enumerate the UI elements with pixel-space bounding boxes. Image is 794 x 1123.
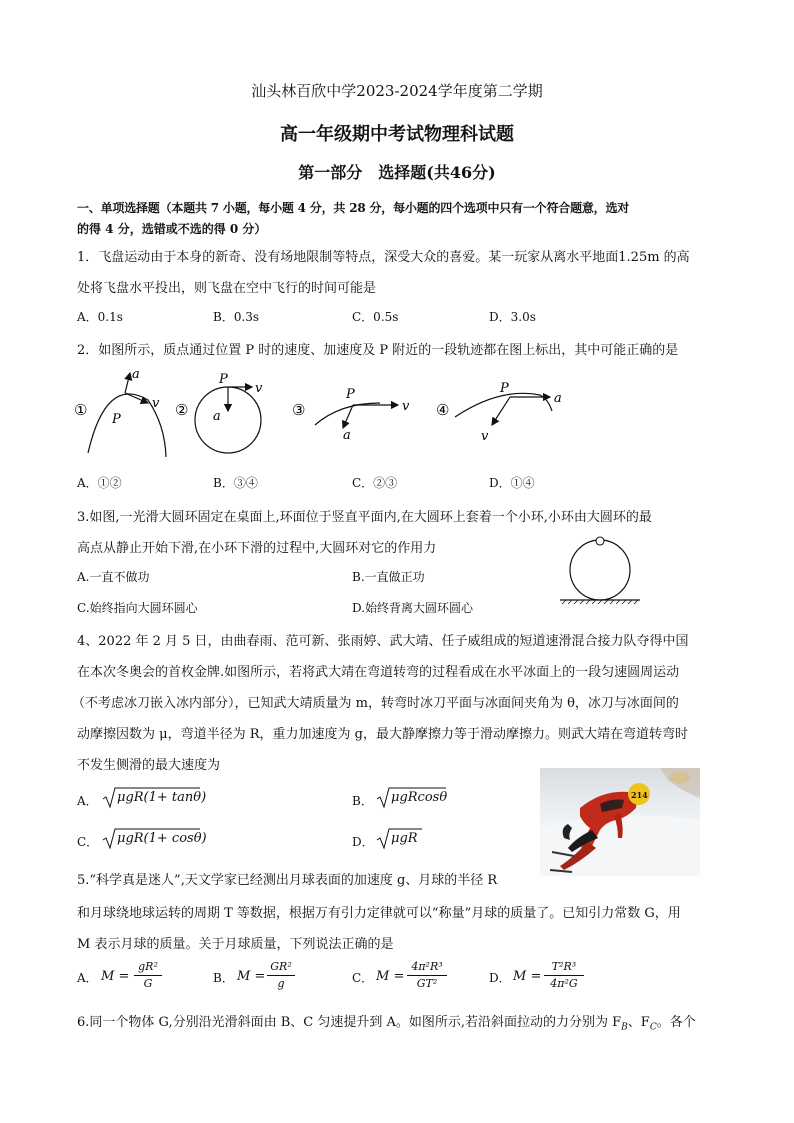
q2-stem: 2．如图所示，质点通过位置 P 时的速度、加速度及 P 附近的一段轨迹都在图上标出，其中可能正确的是 [77,343,679,358]
fig2-v-label: v [255,381,263,396]
q4-option-d-label: D． [352,835,374,849]
fig4-a-label: a [554,391,562,406]
q6-stem-tail: 。各个 [656,1015,696,1030]
q2-trajectory-figure [70,365,590,460]
q5-option-d-numerator: T²R³ [551,960,577,973]
q2-option-b: B．③④ [213,476,258,490]
fig3-p-label: P [346,387,355,402]
q5-option-a-lhs: M = [101,969,130,984]
q5-option-c-lhs: M = [376,969,405,984]
q1-option-c: C．0.5s [352,310,399,324]
q3-option-d: D.始终背离大圆环圆心 [352,601,474,615]
q1-option-d: D．3.0s [489,310,536,324]
q5-option-d-label: D． [489,971,511,985]
skater-photo [540,768,700,876]
q5-option-c-fraction-bar [407,975,447,976]
q5-option-b-denominator: g [277,977,285,990]
section-heading-line2: 的得 4 分，选错或不选的得 0 分） [77,222,267,236]
school-title: 汕头林百欣中学2023-2024学年度第二学期 [251,82,543,100]
q4-option-a-label: A． [77,794,98,808]
q3-option-b: B.一直做正功 [352,570,425,584]
part-title: 第一部分 选择题(共46分) [298,163,496,182]
q3-option-c: C.始终指向大圆环圆心 [77,601,198,615]
q5-option-a-label: A． [77,971,98,985]
fig3-trajectory [315,403,380,425]
q5-option-b-fraction-bar [267,975,295,976]
q6-subscript-b: B [621,1022,628,1033]
q4-stem-line4: 动摩擦因数为 μ，弯道半径为 R，重力加速度为 g，最大静摩擦力等于滑动摩擦力。则武大靖在弯道转弯时 [77,727,688,742]
q2-option-d: D．①④ [489,476,535,490]
q5-option-a-fraction-bar [134,975,162,976]
fig1-p-label: P [112,412,121,427]
q6-separator: 、F [627,1015,650,1030]
fig2-p-label: P [219,372,228,387]
q1-stem-line1: 1．飞盘运动由于本身的新奇、没有场地限制等特点，深受大众的喜爱。某一玩家从离水平地面1.25m 的高 [77,250,690,265]
fig3-number: ③ [292,401,306,419]
q5-option-b-numerator: GR² [270,960,292,973]
q5-stem-line1: 5.“科学真是迷人”,天文学家已经测出月球表面的加速度 g、月球的半径 R [77,873,498,888]
q5-stem-line2: 和月球绕地球运转的周期 T 等数据，根据万有引力定律就可以“称量”月球的质量了。已知引力常数 G，用 [77,906,681,921]
fig4-number: ④ [436,401,450,419]
fig1-number: ① [74,401,88,419]
q5-stem-line3: M 表示月球的质量。关于月球质量，下列说法正确的是 [77,937,394,952]
fig2-number: ② [175,401,189,419]
q2-option-a: A．①② [77,476,122,490]
q5-option-c-label: C． [352,971,374,985]
q3-stem-line1: 3.如图,一光滑大圆环固定在桌面上,环面位于竖直平面内,在大圆环上套着一个小环,小环由大圆环的最 [77,510,652,525]
q4-stem-line2: 在本次冬奥会的首枚金牌.如图所示，若将武大靖在弯道转弯的过程看成在水平冰面上的一段匀速圆周运动 [77,665,680,680]
fig1-acceleration-arrow [125,373,130,393]
q6-subscript-c: C [649,1022,657,1033]
q3-option-a: A.一直不做功 [77,570,150,584]
fig4-velocity-arrow [492,397,510,425]
q2-option-c: C．②③ [352,476,398,490]
fig1-v-label: v [152,396,160,411]
fig3-v-label: v [402,399,410,414]
skater-bib-number: 214 [631,790,648,800]
q4-option-c-label: C． [77,835,99,849]
q5-option-d-fraction-bar [544,975,584,976]
q5-option-c-numerator: 4π²R³ [411,960,443,973]
q3-stem-line2: 高点从静止开始下滑,在小环下滑的过程中,大圆环对它的作用力 [77,541,437,556]
fig1-a-label: a [132,367,140,382]
q1-stem-line2: 处将飞盘水平投出，则飞盘在空中飞行的时间可能是 [77,281,377,296]
q6-stem-line1 [77,1011,696,1033]
q4-stem-line3: （不考虑冰刀嵌入冰内部分），已知武大靖质量为 m，转弯时冰刀平面与冰面间夹角为 θ，冰刀与冰面间的 [72,696,679,711]
q4-option-b-label: B． [352,794,373,808]
q5-option-d-denominator: 4π²G [550,977,578,990]
fig2-a-label: a [213,409,221,424]
q5-option-b-label: B． [213,971,234,985]
q4-stem-line5: 不发生侧滑的最大速度为 [77,758,221,773]
q4-option-a-expr: μgR(1+ tanθ) [117,790,207,805]
q3-ring-figure [558,533,643,605]
fig4-p-label: P [500,381,509,396]
section-heading-line1: 一、单项选择题（本题共 7 小题，每小题 4 分，共 28 分，每小题的四个选项中只有一个符合题意，选对 [77,201,630,215]
q5-option-b-lhs: M = [237,969,266,984]
fig4-v-label: v [481,429,489,444]
small-ring [596,537,604,545]
fig3-a-label: a [343,428,351,443]
q4-option-b-expr: μgRcosθ [391,790,448,805]
q4-option-d-expr: μgR [391,831,418,846]
q5-option-d-lhs: M = [513,969,542,984]
q6-stem-text: 6.同一个物体 G,分别沿光滑斜面由 B、C 匀速提升到 A。如图所示,若沿斜面拉动的力分别为 F [77,1015,622,1030]
q1-option-a: A．0.1s [77,310,123,324]
q4-stem-line1: 4、2022 年 2 月 5 日，由曲春雨、范可新、张雨婷、武大靖、任子威组成的短道速滑混合接力队夺得中国 [77,634,689,649]
q1-option-b: B．0.3s [213,310,260,324]
q4-option-c-expr: μgR(1+ cosθ) [117,831,207,846]
q5-option-c-denominator: GT² [416,977,438,990]
exam-title: 高一年级期中考试物理科试题 [280,124,514,145]
q5-option-a-denominator: G [143,977,153,990]
q5-option-a-numerator: gR² [138,960,158,973]
large-ring [570,540,630,600]
